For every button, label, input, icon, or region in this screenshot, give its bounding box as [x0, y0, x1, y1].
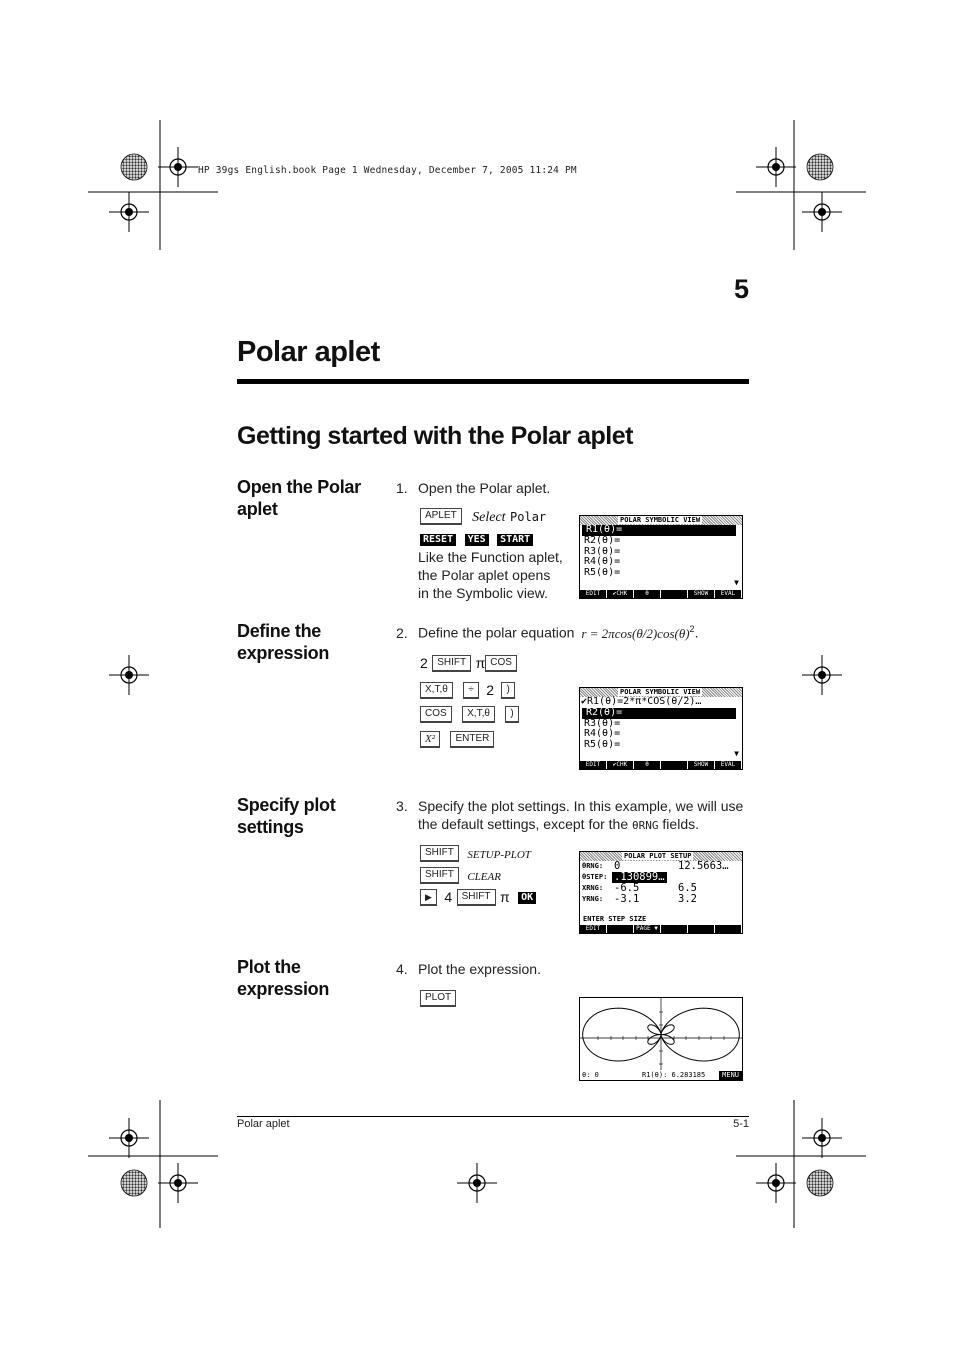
setup-row: XRNG: -6.5 6.5	[582, 882, 697, 894]
printer-header: HP 39gs English.book Page 1 Wednesday, December 7, 2005 11:24 PM	[198, 165, 577, 176]
side-heading-plot: Plot the expression	[237, 957, 330, 999]
enter-key: ENTER	[450, 731, 494, 748]
screen-row: R4(θ)=	[584, 728, 621, 740]
plot-status-right: R1(θ): 6.283185	[642, 1071, 706, 1079]
step-number: 1.	[396, 480, 408, 496]
step-text: Plot the expression.	[418, 961, 541, 977]
softkey-row	[420, 531, 533, 549]
step-2-keys-line3	[420, 706, 519, 724]
ok-softkey: OK	[518, 892, 536, 904]
plot-key: PLOT	[420, 990, 456, 1007]
step-2-keys-line2: X,T,θ ÷ 2 )	[420, 682, 515, 700]
step-3-keys-line1	[420, 845, 531, 863]
shift-key: SHIFT	[457, 889, 496, 906]
title-rule	[237, 379, 749, 384]
step-3-keys-line2	[420, 867, 501, 885]
footer-chapter: Polar aplet	[237, 1118, 290, 1130]
clear-label: CLEAR	[467, 871, 501, 883]
screen-row: R2(θ)=	[582, 708, 736, 719]
screen-row: R4(θ)=	[584, 556, 621, 568]
setup-row: YRNG: -3.1 3.2	[582, 893, 697, 905]
section-title: Getting started with the Polar aplet	[237, 422, 633, 450]
screen-menu: EDIT ✔CHK θ SHOW EVAL	[580, 590, 742, 598]
setup-hint: ENTER STEP SIZE	[583, 915, 647, 923]
setup-plot-label: SETUP-PLOT	[467, 849, 531, 861]
screen-title: POLAR SYMBOLIC VIEW	[580, 516, 742, 525]
screen-row: R3(θ)=	[584, 545, 621, 557]
chapter-title: Polar aplet	[237, 336, 380, 368]
step-number: 3.	[396, 798, 408, 814]
step-2: 2. Define the polar equation $r = 2\pi\cos(\theta/2)\cos(\theta)^2$.	[396, 624, 699, 641]
polar-equation: r = 2πcos(θ/2)cos(θ)	[581, 625, 690, 641]
page-number: 5-1	[733, 1118, 749, 1130]
screen-title: POLAR SYMBOLIC VIEW	[580, 688, 742, 697]
plot-status-left: θ: 0	[582, 1071, 599, 1079]
right-arrow-icon: ▶	[420, 889, 437, 906]
step-1	[396, 480, 550, 496]
shift-key: SHIFT	[420, 845, 459, 862]
screen-menu: EDIT ✔CHK θ SHOW EVAL	[580, 761, 742, 769]
screen-row: R3(θ)=	[584, 717, 621, 729]
theta-rng-field: θRNG	[632, 819, 659, 832]
screen-row: R5(θ)=	[584, 739, 621, 751]
step-4	[396, 961, 541, 977]
yes-softkey: YES	[465, 534, 489, 546]
step-4-keys	[420, 990, 456, 1008]
screen-title: POLAR PLOT SETUP	[580, 852, 742, 861]
screen-symbolic-1	[579, 515, 743, 599]
shift-key: SHIFT	[420, 867, 459, 884]
step-1-desc: Like the Function aplet, the Polar aplet opens in the Symbolic view.	[418, 549, 563, 601]
scroll-down-icon: ▼	[734, 577, 739, 587]
screen-plot-setup	[579, 851, 743, 934]
screen-polar-plot	[579, 997, 743, 1081]
select-value: Polar	[510, 510, 547, 524]
step-number: 2.	[396, 624, 408, 641]
xt-key: X,T,θ	[420, 682, 453, 699]
step-1-keys	[420, 508, 546, 526]
xt-key: X,T,θ	[462, 706, 495, 723]
polar-plot-graph	[580, 998, 742, 1070]
setup-row: θSTEP: .130899…	[582, 871, 665, 883]
chapter-number: 5	[733, 274, 749, 304]
side-heading-specify: Specify plot settings	[237, 795, 336, 837]
divide-key: ÷	[463, 682, 479, 699]
shift-key: SHIFT	[432, 655, 471, 672]
menu-softkey[interactable]: MENU	[719, 1071, 742, 1080]
screen-menu: EDIT PAGE ▼	[580, 925, 742, 933]
screen-row: R5(θ)=	[584, 567, 621, 579]
reset-softkey: RESET	[420, 534, 456, 546]
step-text: Open the Polar aplet.	[418, 480, 551, 496]
start-softkey: START	[497, 534, 533, 546]
side-heading-open: Open the Polar aplet	[237, 477, 361, 519]
setup-row: θRNG: 0 12.5663…	[582, 860, 729, 872]
screen-row: R1(θ)=	[582, 525, 736, 536]
step-text: Define the polar equation	[418, 624, 575, 641]
side-heading-define: Define the expression	[237, 621, 330, 663]
x-squared-key: X²	[420, 731, 440, 748]
step-3: 3. Specify the plot settings. In this example, we will use the default settings, except for the θRNG fields.	[396, 798, 744, 832]
cos-key: COS	[420, 706, 452, 723]
aplet-key: APLET	[420, 508, 462, 525]
screen-row: ✔R1(θ)=2*π*COS(θ/2)…	[581, 696, 702, 707]
step-2-keys-line4	[420, 731, 494, 749]
close-paren-key: )	[501, 682, 514, 699]
screen-symbolic-2	[579, 687, 743, 770]
footer-rule	[237, 1116, 749, 1117]
step-3-keys-line3: ▶ 4 SHIFT π OK	[420, 889, 536, 907]
select-word: Select	[472, 510, 506, 525]
scroll-down-icon: ▼	[734, 748, 739, 758]
screen-row: R2(θ)=	[584, 534, 621, 546]
step-2-keys-line1: 2 SHIFT π COS	[420, 655, 517, 673]
equation-power: 2	[689, 624, 695, 634]
cos-key: COS	[485, 655, 517, 672]
step-number: 4.	[396, 961, 408, 977]
close-paren-key: )	[505, 706, 518, 723]
